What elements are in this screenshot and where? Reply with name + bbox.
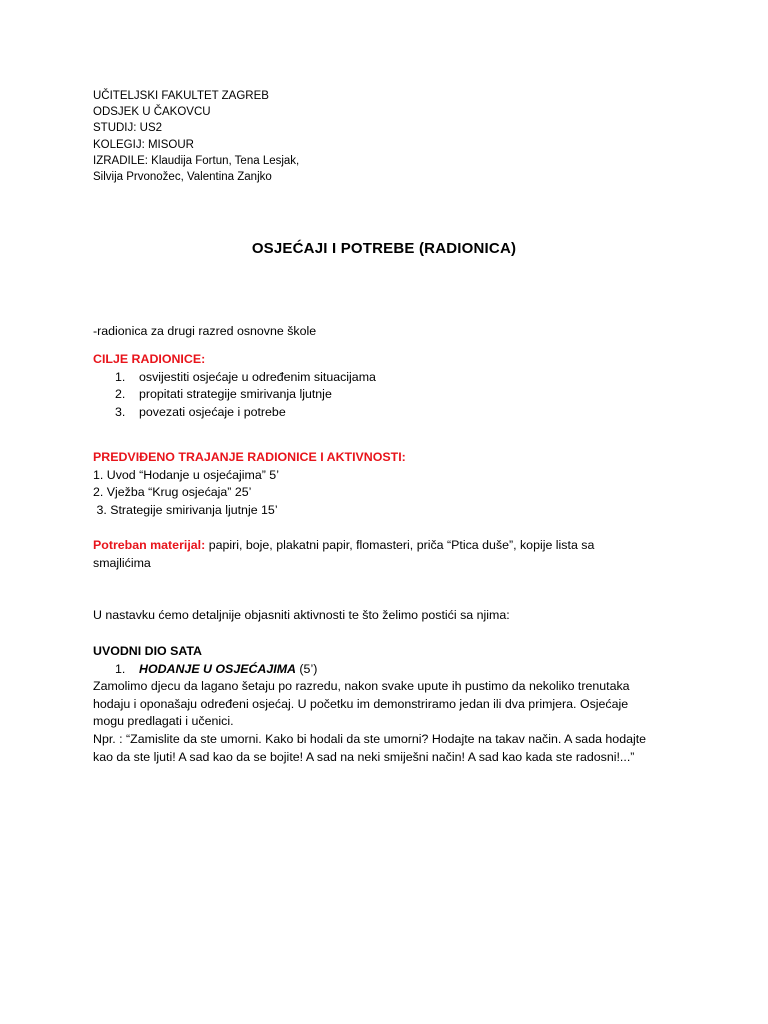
materials-text: papiri, boje, plakatni papir, flomasteri, priča “Ptica duše”, kopije lista sa: [205, 538, 595, 552]
goals-list: [93, 369, 376, 422]
duration-item: 3. Strategije smirivanja ljutnje 15’: [93, 502, 278, 517]
intro-section: [93, 643, 646, 766]
goal-item: 2. propitati strategije smirivanja ljutnje: [115, 387, 332, 402]
intro-section-heading: UVODNI DIO SATA: [93, 644, 202, 658]
header-line-study: STUDIJ: US2: [93, 122, 163, 135]
header-line-faculty: UČITELJSKI FAKULTET ZAGREB: [93, 90, 269, 102]
paragraph-line: hodaju i oponašaju određeni osjećaj. U početku im demonstriramo jedan ili dva primjera. Osjećaje: [93, 696, 629, 711]
intro-line: -radionica za drugi razred osnovne škole: [93, 324, 317, 338]
document-title: OSJEĆAJI I POTREBE (RADIONICA): [251, 240, 517, 257]
goal-item: 3. povezati osjećaje i potrebe: [115, 404, 286, 419]
activity-paragraph: [93, 678, 646, 766]
activity-duration: (5’): [295, 661, 318, 676]
goals-section: [93, 351, 376, 421]
duration-item: 2. Vježba “Krug osjećaja” 25’: [93, 485, 252, 500]
duration-section: [93, 449, 406, 519]
duration-heading: PREDVIĐENO TRAJANJE RADIONICE I AKTIVNOSTI:: [93, 450, 406, 464]
continuation-line: U nastavku ćemo detaljnije objasniti aktivnosti te što želimo postići sa njima:: [93, 608, 510, 622]
header-line-authors-1: IZRADILE: Klaudija Fortun, Tena Lesjak,: [93, 154, 300, 167]
paragraph-line: mogu predlagati i učenici.: [93, 714, 234, 729]
duration-item: 1. Uvod “Hodanje u osjećajima” 5’: [93, 467, 279, 482]
header-line-department: ODSJEK U ČAKOVCU: [93, 106, 211, 119]
goals-heading: CILJE RADIONICE:: [93, 352, 206, 366]
header-line-authors-2: Silvija Prvonožec, Valentina Zanjko: [93, 171, 272, 184]
header-line-course: KOLEGIJ: MISOUR: [93, 138, 194, 151]
paragraph-line: Npr. : “Zamislite da ste umorni. Kako bi hodali da ste umorni? Hodajte na takav način. A sada hodajte: [93, 731, 647, 746]
goal-item: 1. osvijestiti osjećaje u određenim situacijama: [115, 369, 376, 384]
activity-title-line: [93, 661, 646, 679]
paragraph-line: Zamolimo djecu da lagano šetaju po razredu, nakon svake upute ih pustimo da nekoliko trenutaka: [93, 679, 630, 694]
materials-text-continued: smajlićima: [93, 555, 151, 570]
activity-number: 1.: [115, 661, 126, 676]
activity-title: HODANJE U OSJEĆAJIMA: [139, 661, 296, 676]
materials-label: Potreban materijal:: [93, 538, 206, 552]
document-header: [93, 88, 299, 185]
materials-section: [93, 537, 594, 572]
paragraph-line: kao da ste ljuti! A sad kao da se bojite! A sad na neki smiješni način! A sad kao kada ste radosni!...”: [93, 749, 635, 764]
